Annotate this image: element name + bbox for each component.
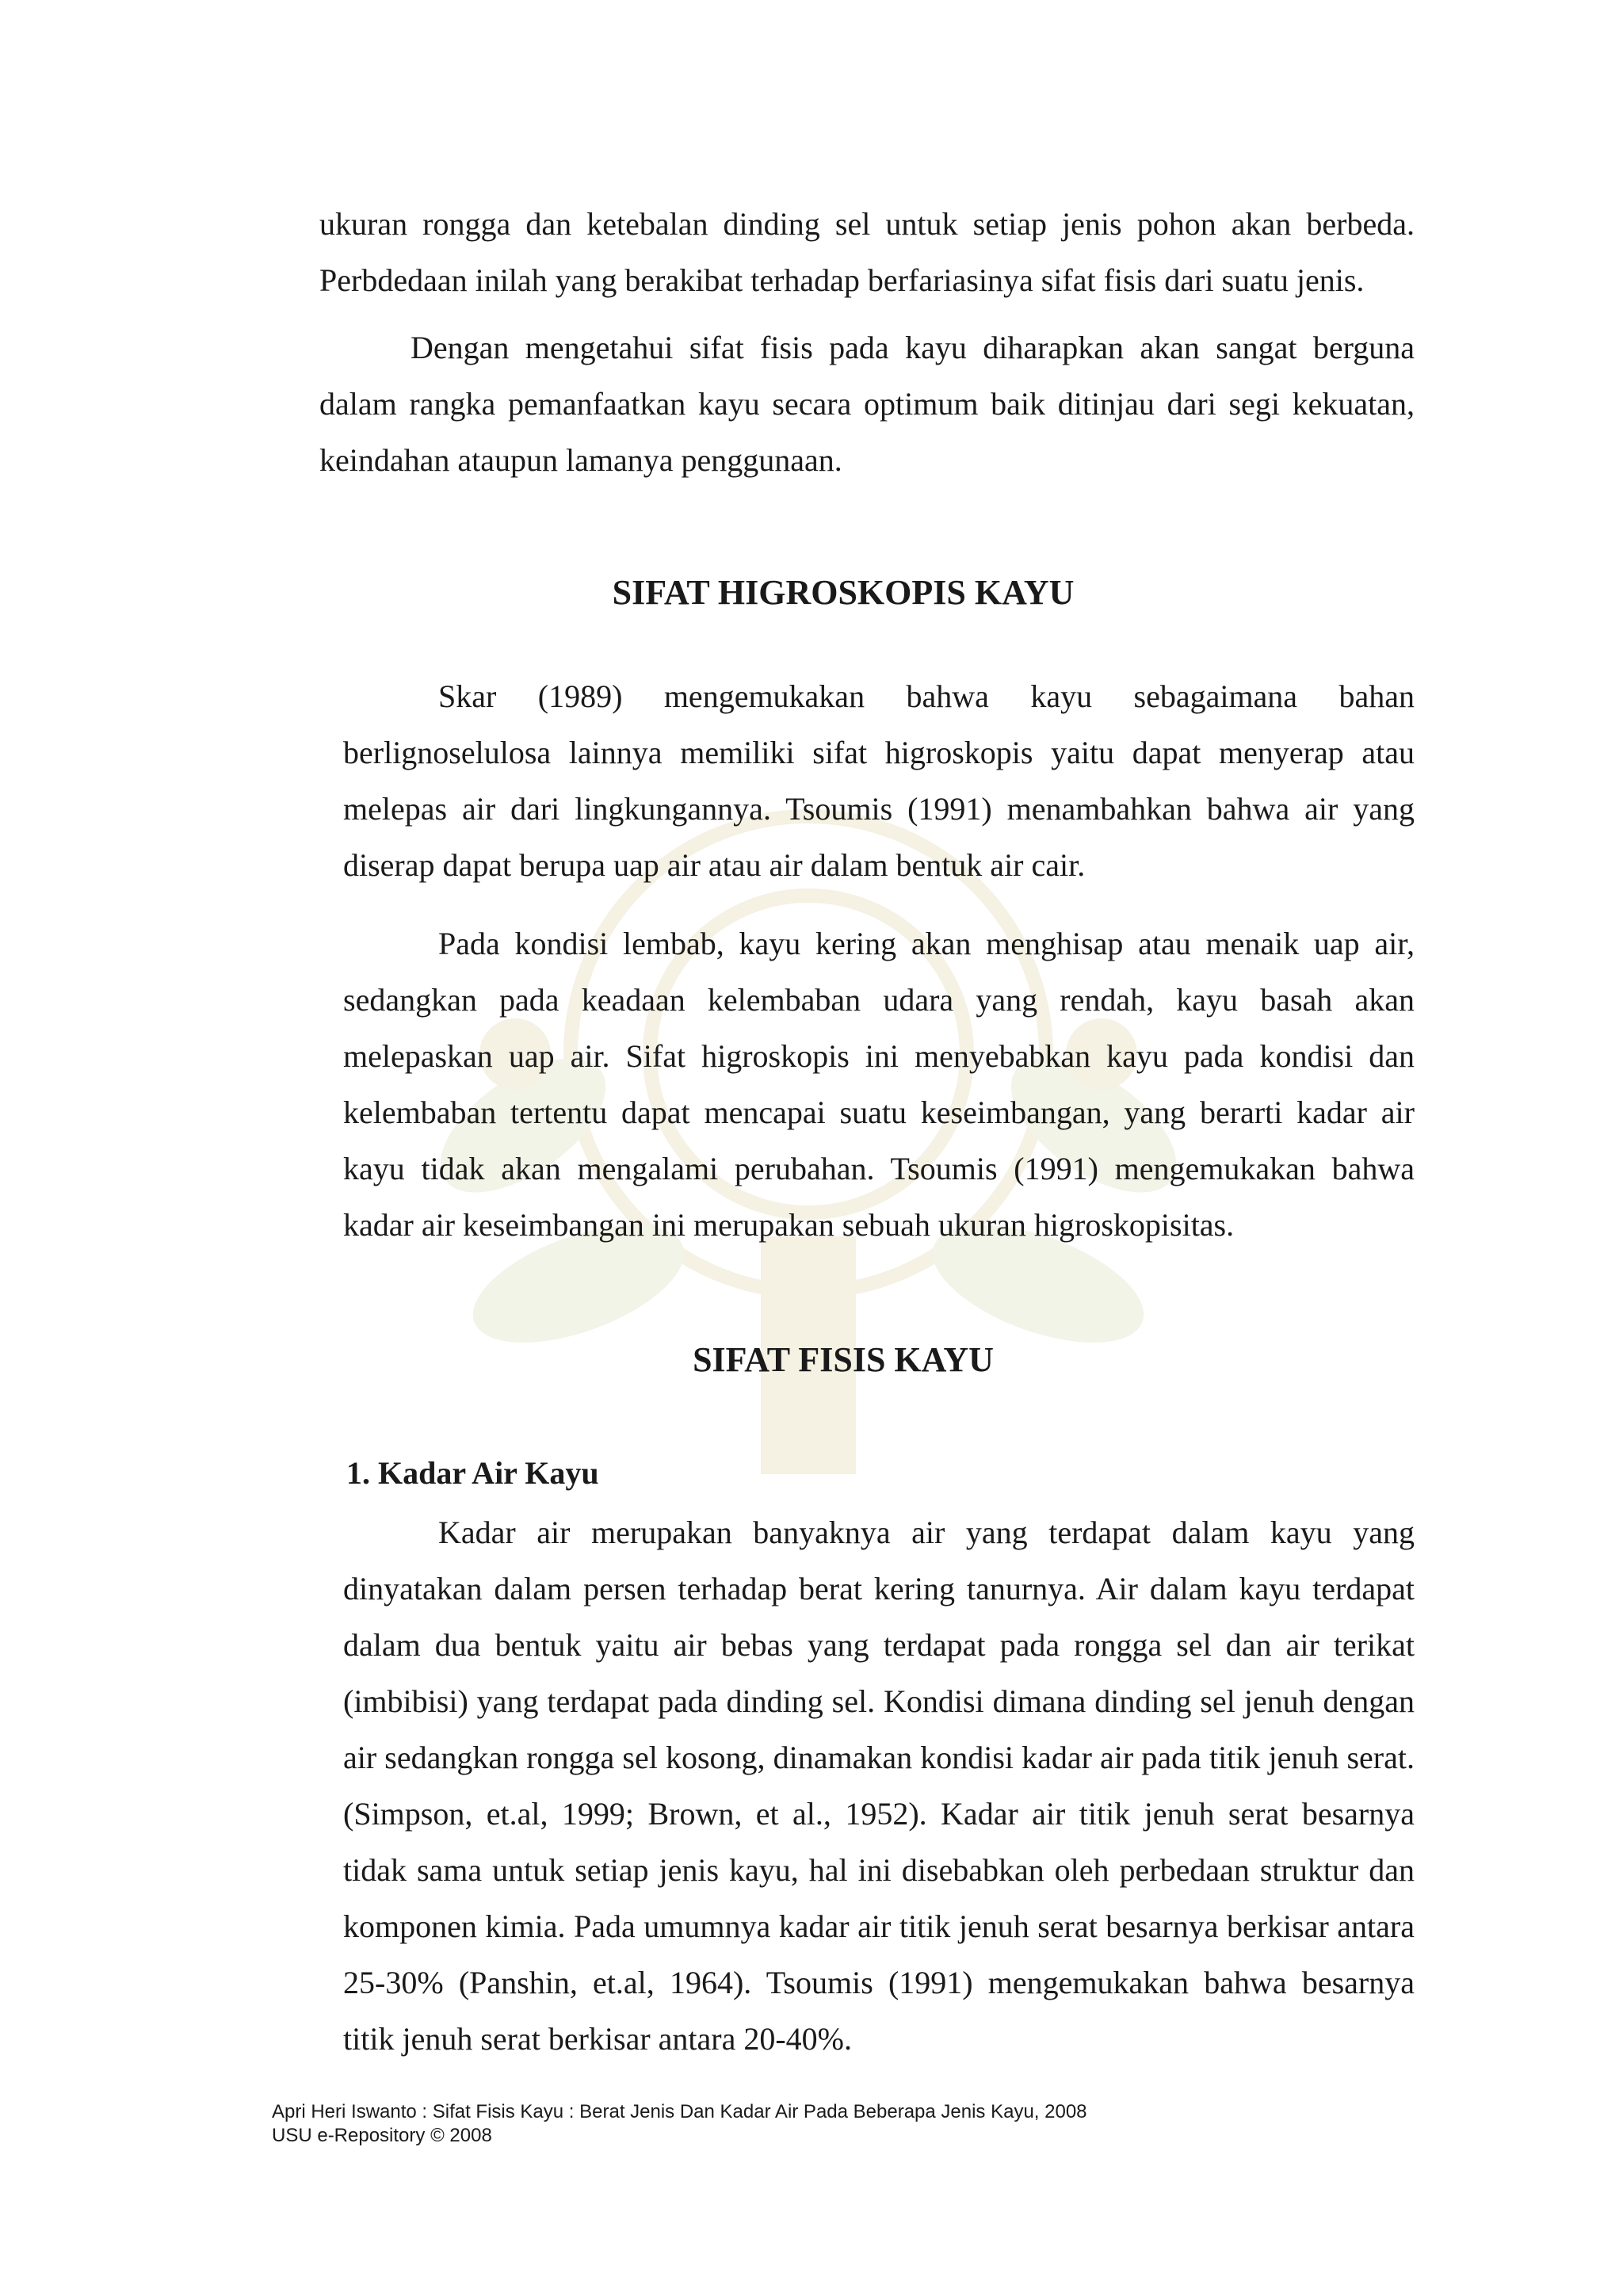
page-footer [272,2100,1087,2148]
section-heading-fisis: SIFAT FISIS KAYU [693,1340,994,1379]
intro-paragraph-2: Dengan mengetahui sifat fisis pada kayu diharapkan akan sangat berguna dalam rangka pemanfaatkan kayu secara optimum baik ditinjau dari segi kekuatan, keindahan ataupun lamanya penggunaan. [319,330,1415,478]
section-heading-higroskopis: SIFAT HIGROSKOPIS KAYU [612,573,1075,612]
higroskopis-section [343,668,1415,1253]
footer-repository: USU e-Repository © 2008 [272,2125,492,2146]
intro-section [319,196,1415,488]
intro-paragraph-1: ukuran rongga dan ketebalan dinding sel untuk setiap jenis pohon akan berbeda. Perbdedaan inilah yang berakibat terhadap berfariasinya sifat fisis dari suatu jenis. [319,206,1415,298]
kadar-air-paragraph: Kadar air merupakan banyaknya air yang terdapat dalam kayu yang dinyatakan dalam persen terhadap berat kering tanurnya. Air dalam kayu terdapat dalam dua bentuk yaitu air bebas yang terdapat pada rongga sel dan air terikat (imbibisi) yang terdapat pada dinding sel. Kondisi dimana dinding sel jenuh dengan air sedangkan rongga sel kosong, dinamakan kondisi kadar air pada titik jenuh serat. (Simpson, et.al, 1999; Brown, et al., 1952). Kadar air titik jenuh serat besarnya tidak sama untuk setiap jenis kayu, hal ini disebabkan oleh perbedaan struktur dan komponen kimia. Pada umumnya kadar air titik jenuh serat besarnya berkisar antara 25-30% (Panshin, et.al, 1964). Tsoumis (1991) mengemukakan bahwa besarnya titik jenuh serat berkisar antara 20-40%. [343,1515,1415,2057]
higroskopis-paragraph-2: Pada kondisi lembab, kayu kering akan menghisap atau menaik uap air, sedangkan pada keadaan kelembaban udara yang rendah, kayu basah akan melepaskan uap air. Sifat higroskopis ini menyebabkan kayu pada kondisi dan kelembaban tertentu dapat mencapai suatu keseimbangan, yang berarti kadar air kayu tidak akan mengalami perubahan. Tsoumis (1991) mengemukakan bahwa kadar air keseimbangan ini merupakan sebuah ukuran higroskopisitas. [343,926,1415,1243]
subheading-kadar-air-kayu: 1. Kadar Air Kayu [346,1455,599,1491]
higroskopis-paragraph-1: Skar (1989) mengemukakan bahwa kayu sebagaimana bahan berlignoselulosa lainnya memiliki sifat higroskopis yaitu dapat menyerap atau melepas air dari lingkungannya. Tsoumis (1991) menambahkan bahwa air yang diserap dapat berupa uap air atau air dalam bentuk air cair. [343,678,1415,883]
fisis-section [343,1504,1415,2067]
footer-citation: Apri Heri Iswanto : Sifat Fisis Kayu : Berat Jenis Dan Kadar Air Pada Beberapa Jenis Kayu, 2008 [272,2101,1087,2122]
